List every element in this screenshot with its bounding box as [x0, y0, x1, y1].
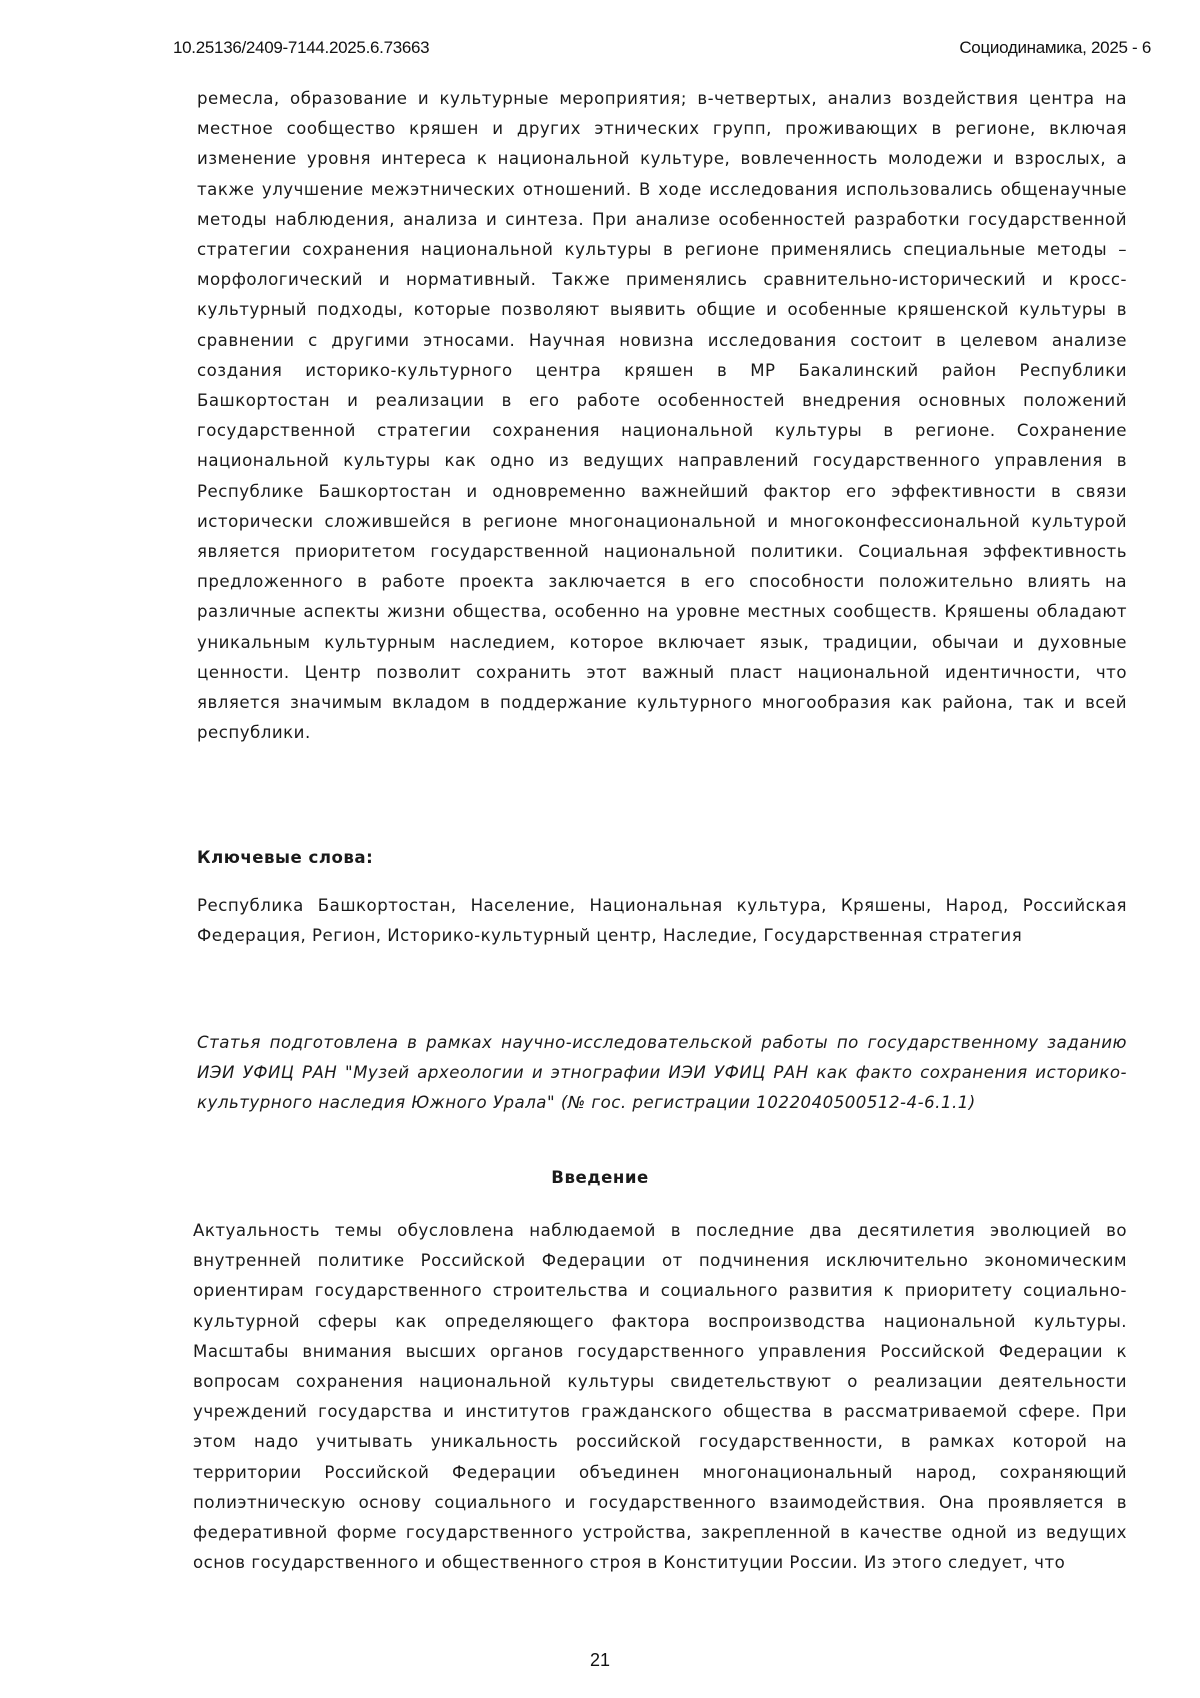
funding-note: Статья подготовлена в рамках научно-исследовательской работы по государственному заданию ИЭИ УФИЦ РАН "Музей археологии и этнографии ИЭИ УФИЦ РАН как факто сохранения историко-культурного наследия Южного Урала" (№ гос. регистрации 1022040500512-4-6.1.1): [197, 1028, 1127, 1119]
section-heading-introduction: Введение: [0, 1168, 1200, 1187]
keywords-heading: Ключевые слова:: [197, 848, 1127, 867]
abstract-text: ремесла, образование и культурные мероприятия; в-четвертых, анализ воздействия центра на местное сообщество кряшен и других этнических групп, проживающих в регионе, включая изменение уровня интереса к национальной культуре, вовлеченность молодежи и взрослых, а также улучшение межэтнических отношений. В ходе исследования использовались общенаучные методы наблюдения, анализа и синтеза. При анализе особенностей разработки государственной стратегии сохранения национальной культуры в регионе применялись специальные методы – морфологический и нормативный. Также применялись сравнительно-исторический и кросс-культурный подходы, которые позволяют выявить общие и особенные кряшенской культуры в сравнении с другими этносами. Научная новизна исследования состоит в целевом анализе создания историко-культурного центра кряшен в МР Бакалинский район Республики Башкортостан и реализации в его работе особенностей внедрения основных положений государственной стратегии сохранения национальной культуры в регионе. Сохранение национальной культуры как одно из ведущих направлений государственного управления в Республике Башкортостан и одновременно важнейший фактор его эффективности в связи исторически сложившейся в регионе многонациональной и многоконфессиональной культурой является приоритетом государственной национальной политики. Социальная эффективность предложенного в работе проекта заключается в его способности положительно влиять на различные аспекты жизни общества, особенно на уровне местных сообществ. Кряшены обладают уникальным культурным наследием, которое включает язык, традиции, обычаи и духовные ценности. Центр позволит сохранить этот важный пласт национальной идентичности, что является значимым вкладом в поддержание культурного многообразия как района, так и всей республики.: [197, 84, 1127, 748]
keywords-text: Республика Башкортостан, Население, Национальная культура, Кряшены, Народ, Российская Федерация, Регион, Историко-культурный центр, Наследие, Государственная стратегия: [197, 891, 1127, 951]
page-header: [173, 38, 1151, 62]
doi-text: 10.25136/2409-7144.2025.6.73663: [173, 38, 429, 58]
journal-issue: Социодинамика, 2025 - 6: [959, 38, 1151, 58]
introduction-text: Актуальность темы обусловлена наблюдаемой в последние два десятилетия эволюцией во внутренней политике Российской Федерации от подчинения исключительно экономическим ориентирам государственного строительства и социального развития к приоритету социально-культурной сферы как определяющего фактора воспроизводства национальной культуры. Масштабы внимания высших органов государственного управления Российской Федерации к вопросам сохранения национальной культуры свидетельствуют о реализации деятельности учреждений государства и институтов гражданского общества в рассматриваемой сфере. При этом надо учитывать уникальность российской государственности, в рамках которой на территории Российской Федерации объединен многонациональный народ, сохраняющий полиэтническую основу социального и государственного взаимодействия. Она проявляется в федеративной форме государственного устройства, закрепленной в качестве одной из ведущих основ государственного и общественного строя в Конституции России. Из этого следует, что: [193, 1216, 1127, 1578]
page-number: 21: [0, 1650, 1200, 1671]
